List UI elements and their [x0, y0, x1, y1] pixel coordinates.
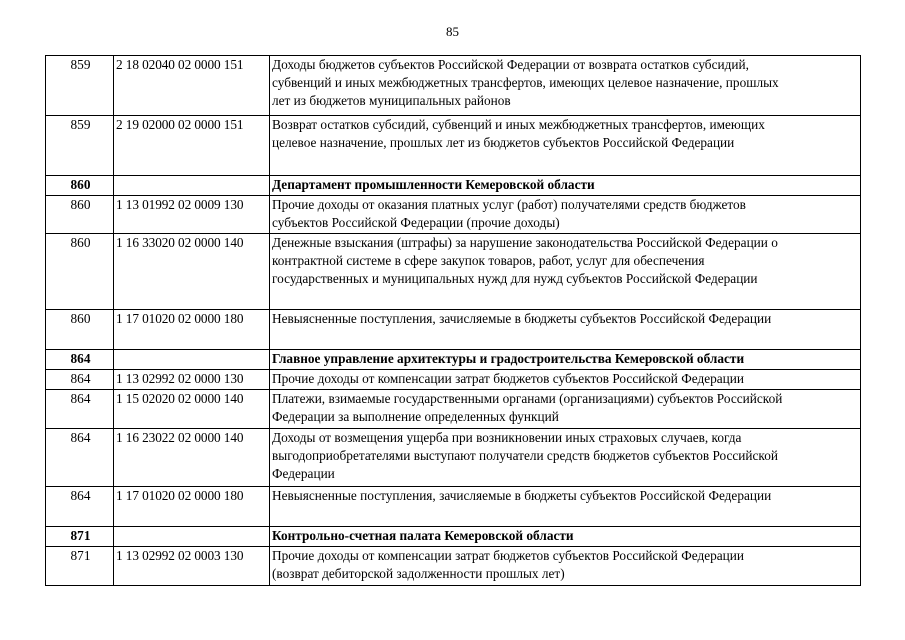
description-cell: [270, 547, 861, 586]
admin-code-cell: 860: [46, 234, 114, 310]
budget-code-cell: 1 16 23022 02 0000 140: [114, 429, 270, 487]
description-line: Доходы от возмещения ущерба при возникновении иных страховых случаев, когда: [272, 430, 742, 445]
table-row: [46, 116, 861, 176]
budget-code-cell: 1 15 02020 02 0000 140: [114, 390, 270, 429]
admin-code-cell: 860: [46, 176, 114, 196]
description-line: (возврат дебиторской задолженности прошлых лет): [272, 566, 565, 581]
description-cell: [270, 429, 861, 487]
department-name: Контрольно-счетная палата Кемеровской области: [272, 528, 574, 543]
budget-code-cell: [114, 527, 270, 547]
description-line: Невыясненные поступления, зачисляемые в бюджеты субъектов Российской Федерации: [272, 311, 772, 326]
table-row: [46, 487, 861, 527]
description-cell: [270, 310, 861, 350]
table-row: [46, 547, 861, 586]
department-name: Главное управление архитектуры и градостроительства Кемеровской области: [272, 351, 745, 366]
table-row: [46, 234, 861, 310]
budget-code-cell: [114, 350, 270, 370]
admin-code-cell: 864: [46, 350, 114, 370]
budget-code-cell: [114, 176, 270, 196]
description-line: целевое назначение, прошлых лет из бюджетов субъектов Российской Федерации: [272, 135, 735, 150]
description-cell: [270, 234, 861, 310]
budget-code-cell: 1 13 02992 02 0000 130: [114, 370, 270, 390]
description-line: контрактной системе в сфере закупок товаров, работ, услуг для обеспечения: [272, 253, 705, 268]
description-line: государственных и муниципальных нужд для нужд субъектов Российской Федерации: [272, 271, 758, 286]
table-row: [46, 196, 861, 234]
table-row: [46, 390, 861, 429]
description-line: выгодоприобретателями выступают получатели средств бюджетов субъектов Российской: [272, 448, 778, 463]
description-line: Прочие доходы от компенсации затрат бюджетов субъектов Российской Федерации: [272, 548, 745, 563]
budget-code-cell: 1 17 01020 02 0000 180: [114, 310, 270, 350]
department-header-row: [46, 176, 861, 196]
department-name-cell: [270, 527, 861, 547]
description-line: Прочие доходы от компенсации затрат бюджетов субъектов Российской Федерации: [272, 371, 745, 386]
table-row: [46, 310, 861, 350]
admin-code-cell: 859: [46, 116, 114, 176]
admin-code-cell: 859: [46, 56, 114, 116]
budget-code-cell: 2 18 02040 02 0000 151: [114, 56, 270, 116]
department-header-row: [46, 350, 861, 370]
admin-code-cell: 871: [46, 547, 114, 586]
description-line: субвенций и иных межбюджетных трансфертов, имеющих целевое назначение, прошлых: [272, 75, 779, 90]
admin-code-cell: 860: [46, 196, 114, 234]
budget-code-cell: 1 13 01992 02 0009 130: [114, 196, 270, 234]
description-line: Невыясненные поступления, зачисляемые в бюджеты субъектов Российской Федерации: [272, 488, 772, 503]
description-cell: [270, 487, 861, 527]
admin-code-cell: 864: [46, 487, 114, 527]
table-row: [46, 429, 861, 487]
description-line: Возврат остатков субсидий, субвенций и иных межбюджетных трансфертов, имеющих: [272, 117, 765, 132]
budget-code-cell: 1 16 33020 02 0000 140: [114, 234, 270, 310]
description-line: Прочие доходы от оказания платных услуг (работ) получателями средств бюджетов: [272, 197, 746, 212]
admin-code-cell: 864: [46, 370, 114, 390]
admin-code-cell: 860: [46, 310, 114, 350]
description-line: Денежные взыскания (штрафы) за нарушение законодательства Российской Федерации о: [272, 235, 778, 250]
budget-classification-table: [45, 55, 861, 586]
admin-code-cell: 864: [46, 390, 114, 429]
table-row: [46, 56, 861, 116]
description-line: Платежи, взимаемые государственными органами (организациями) субъектов Российской: [272, 391, 783, 406]
description-cell: [270, 56, 861, 116]
page-number: 85: [446, 24, 459, 39]
description-line: Федерации: [272, 466, 335, 481]
description-line: субъектов Российской Федерации (прочие доходы): [272, 215, 560, 230]
budget-code-cell: 1 13 02992 02 0003 130: [114, 547, 270, 586]
budget-code-cell: 1 17 01020 02 0000 180: [114, 487, 270, 527]
department-name-cell: [270, 350, 861, 370]
description-line: Доходы бюджетов субъектов Российской Федерации от возврата остатков субсидий,: [272, 57, 749, 72]
admin-code-cell: 871: [46, 527, 114, 547]
description-line: лет из бюджетов муниципальных районов: [272, 93, 511, 108]
budget-code-cell: 2 19 02000 02 0000 151: [114, 116, 270, 176]
description-cell: [270, 116, 861, 176]
department-name-cell: [270, 176, 861, 196]
admin-code-cell: 864: [46, 429, 114, 487]
department-name: Департамент промышленности Кемеровской области: [272, 177, 595, 192]
table-body: [46, 56, 861, 586]
department-header-row: [46, 527, 861, 547]
description-cell: [270, 196, 861, 234]
description-cell: [270, 390, 861, 429]
description-cell: [270, 370, 861, 390]
description-line: Федерации за выполнение определенных функций: [272, 409, 559, 424]
table-row: [46, 370, 861, 390]
